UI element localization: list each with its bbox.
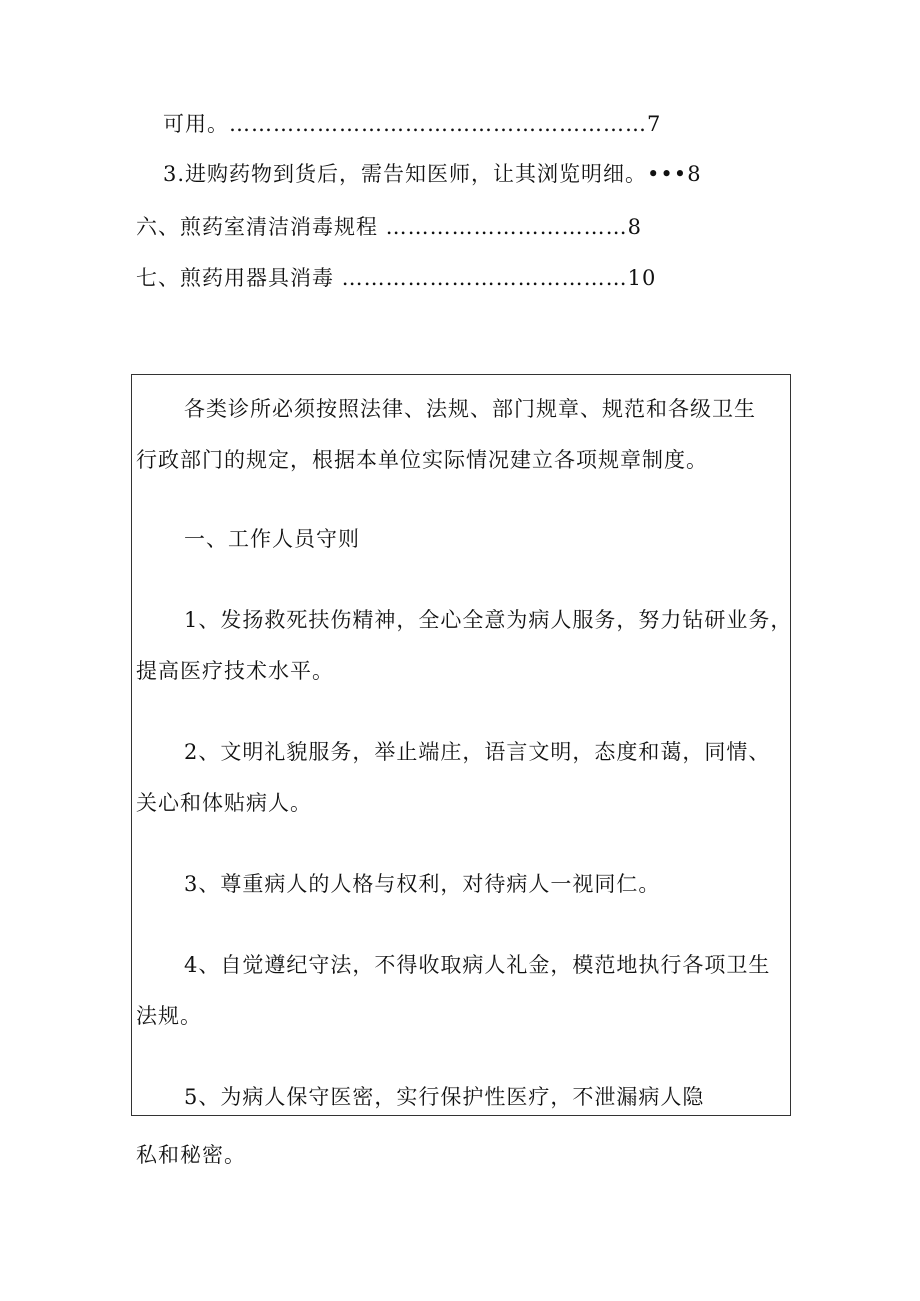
rule-1-line-1: 1、发扬救死扶伤精神，全心全意为病人服务，努力钻研业务， bbox=[184, 608, 793, 632]
intro-line-2: 行政部门的规定，根据本单位实际情况建立各项规章制度。 bbox=[136, 448, 708, 472]
rule-3-line-1: 3、尊重病人的人格与权利，对待病人一视同仁。 bbox=[184, 872, 661, 896]
rule-4-line-2: 法规。 bbox=[136, 1004, 202, 1028]
intro-line-1: 各类诊所必须按照法律、法规、部门规章、规范和各级卫生 bbox=[184, 397, 756, 421]
section-title-staff-rules: 一、工作人员守则 bbox=[184, 527, 360, 551]
rule-2-line-1: 2、文明礼貌服务，举止端庄，语言文明，态度和蔼，同情、 bbox=[184, 740, 771, 764]
rule-1-line-2: 提高医疗技术水平。 bbox=[136, 659, 334, 683]
rule-5-line-1: 5、为病人保守医密，实行保护性医疗，不泄漏病人隐 bbox=[184, 1085, 705, 1109]
rule-2-line-2: 关心和体贴病人。 bbox=[136, 791, 312, 815]
rule-5-line-2: 私和秘密。 bbox=[136, 1143, 246, 1167]
toc-entry-decoction-utensil-disinfection: 七、煎药用器具消毒 …………………………………10 bbox=[136, 266, 657, 290]
rule-4-line-1: 4、自觉遵纪守法，不得收取病人礼金，模范地执行各项卫生 bbox=[184, 953, 771, 977]
toc-entry-usable: 可用。…………………………………………………7 bbox=[163, 112, 662, 136]
toc-entry-decoction-room-cleaning: 六、煎药室清洁消毒规程 ……………………………8 bbox=[136, 215, 643, 239]
toc-entry-drug-arrival: 3.进购药物到货后，需告知医师，让其浏览明细。•••8 bbox=[163, 162, 702, 186]
